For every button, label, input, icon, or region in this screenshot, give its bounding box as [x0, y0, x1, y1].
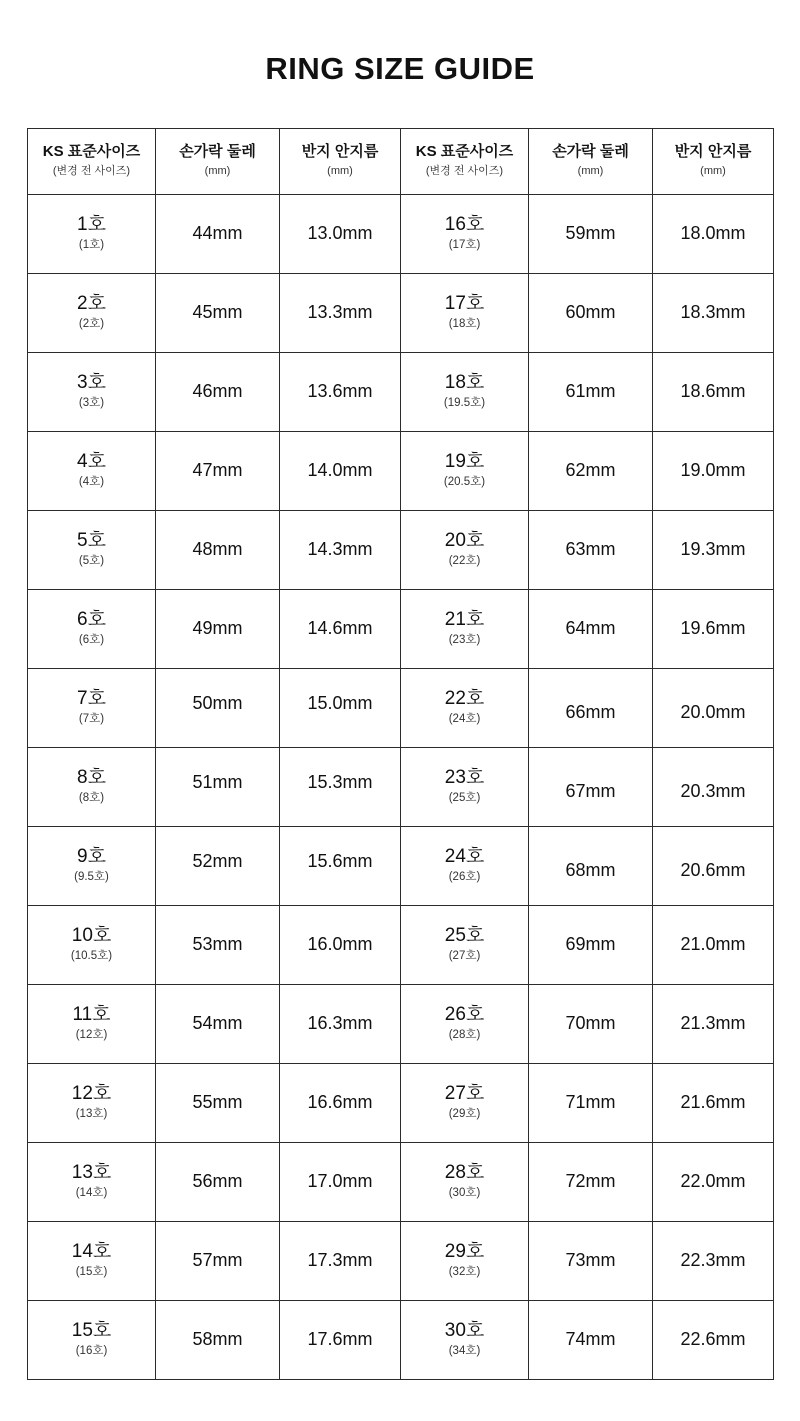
column-header-ks-size-right [401, 128, 529, 194]
circumference-value: 74mm [565, 1329, 616, 1350]
column-header-label: 반지 안지름 [301, 143, 379, 161]
diameter-value: 18.6mm [680, 381, 746, 402]
cell-circumference-right [529, 194, 653, 273]
size-value: 25호 [444, 925, 485, 947]
legacy-size-value: (6호) [78, 633, 105, 646]
circumference-value: 51mm [192, 772, 243, 793]
legacy-size-value: (26호) [448, 870, 481, 883]
legacy-size-value: (17호) [448, 238, 481, 251]
table-header-row [28, 128, 774, 194]
size-value: 6호 [77, 609, 106, 631]
column-header-sublabel: (mm) [327, 165, 353, 178]
size-value: 8호 [77, 767, 106, 789]
cell-circumference-right [529, 1063, 653, 1142]
table-row [28, 273, 774, 352]
cell-circumference-left [156, 352, 280, 431]
table-row [28, 1221, 774, 1300]
cell-ks-size-right [401, 1142, 529, 1221]
size-value: 22호 [444, 688, 485, 710]
page-title: RING SIZE GUIDE [265, 50, 535, 86]
circumference-value: 60mm [565, 302, 616, 323]
cell-circumference-right [529, 1300, 653, 1379]
table-row [28, 668, 774, 747]
table-row [28, 352, 774, 431]
legacy-size-value: (18호) [448, 317, 481, 330]
ring-size-table [27, 128, 774, 1380]
circumference-value: 55mm [192, 1092, 243, 1113]
diameter-value: 14.3mm [307, 539, 373, 560]
size-value: 20호 [444, 530, 485, 552]
circumference-value: 64mm [565, 618, 616, 639]
diameter-value: 15.0mm [307, 693, 373, 714]
cell-ks-size-left [28, 1063, 156, 1142]
diameter-value: 16.6mm [307, 1092, 373, 1113]
cell-ks-size-right [401, 273, 529, 352]
size-value: 5호 [77, 530, 106, 552]
diameter-value: 17.3mm [307, 1250, 373, 1271]
cell-diameter-left [280, 589, 401, 668]
cell-circumference-right [529, 984, 653, 1063]
diameter-value: 21.0mm [680, 934, 746, 955]
cell-ks-size-left [28, 1142, 156, 1221]
size-value: 18호 [444, 372, 485, 394]
circumference-value: 69mm [565, 934, 616, 955]
cell-ks-size-left [28, 431, 156, 510]
legacy-size-value: (29호) [448, 1107, 481, 1120]
circumference-value: 44mm [192, 223, 243, 244]
circumference-value: 61mm [565, 381, 616, 402]
cell-ks-size-left [28, 1300, 156, 1379]
diameter-value: 18.0mm [680, 223, 746, 244]
cell-diameter-left [280, 510, 401, 589]
cell-ks-size-right [401, 668, 529, 747]
legacy-size-value: (24호) [448, 712, 481, 725]
circumference-value: 49mm [192, 618, 243, 639]
cell-ks-size-left [28, 273, 156, 352]
size-value: 2호 [77, 293, 106, 315]
size-value: 7호 [77, 688, 106, 710]
cell-diameter-right [653, 589, 774, 668]
circumference-value: 70mm [565, 1013, 616, 1034]
cell-diameter-left [280, 826, 401, 905]
cell-diameter-right [653, 273, 774, 352]
cell-circumference-left [156, 1063, 280, 1142]
circumference-value: 47mm [192, 460, 243, 481]
diameter-value: 20.0mm [680, 702, 746, 723]
diameter-value: 15.6mm [307, 851, 373, 872]
legacy-size-value: (28호) [448, 1028, 481, 1041]
diameter-value: 13.0mm [307, 223, 373, 244]
diameter-value: 15.3mm [307, 772, 373, 793]
legacy-size-value: (10.5호) [70, 949, 113, 962]
circumference-value: 46mm [192, 381, 243, 402]
cell-diameter-left [280, 984, 401, 1063]
cell-diameter-left [280, 905, 401, 984]
circumference-value: 52mm [192, 851, 243, 872]
cell-circumference-left [156, 273, 280, 352]
column-header-circumference-right [529, 128, 653, 194]
cell-diameter-right [653, 984, 774, 1063]
cell-diameter-right [653, 510, 774, 589]
cell-circumference-right [529, 668, 653, 747]
table-body [28, 194, 774, 1379]
cell-ks-size-right [401, 431, 529, 510]
size-value: 11호 [72, 1004, 111, 1026]
legacy-size-value: (20.5호) [443, 475, 486, 488]
cell-ks-size-right [401, 194, 529, 273]
diameter-value: 13.3mm [307, 302, 373, 323]
diameter-value: 16.3mm [307, 1013, 373, 1034]
diameter-value: 17.6mm [307, 1329, 373, 1350]
size-value: 23호 [444, 767, 485, 789]
legacy-size-value: (5호) [78, 554, 105, 567]
cell-diameter-left [280, 1300, 401, 1379]
diameter-value: 19.0mm [680, 460, 746, 481]
cell-diameter-right [653, 194, 774, 273]
cell-diameter-right [653, 826, 774, 905]
table-row [28, 510, 774, 589]
diameter-value: 20.3mm [680, 781, 746, 802]
cell-ks-size-right [401, 826, 529, 905]
column-header-sublabel: (mm) [577, 165, 604, 178]
column-header-label: 손가락 둘레 [179, 143, 256, 161]
circumference-value: 71mm [565, 1092, 616, 1113]
cell-circumference-right [529, 905, 653, 984]
circumference-value: 53mm [192, 934, 243, 955]
circumference-value: 67mm [565, 781, 616, 802]
table-row [28, 905, 774, 984]
cell-ks-size-right [401, 1221, 529, 1300]
circumference-value: 57mm [192, 1250, 243, 1271]
diameter-value: 17.0mm [307, 1171, 373, 1192]
legacy-size-value: (13호) [75, 1107, 108, 1120]
diameter-value: 21.6mm [680, 1092, 746, 1113]
cell-ks-size-right [401, 1300, 529, 1379]
column-header-diameter-right [653, 128, 774, 194]
column-header-sublabel: (mm) [204, 165, 231, 178]
column-header-label: 반지 안지름 [674, 143, 752, 161]
size-value: 26호 [444, 1004, 485, 1026]
size-value: 3호 [77, 372, 106, 394]
cell-diameter-left [280, 1142, 401, 1221]
cell-ks-size-left [28, 589, 156, 668]
size-value: 13호 [71, 1162, 112, 1184]
column-header-diameter-left [280, 128, 401, 194]
cell-ks-size-right [401, 1063, 529, 1142]
cell-diameter-left [280, 352, 401, 431]
size-value: 16호 [444, 214, 485, 236]
cell-diameter-right [653, 905, 774, 984]
cell-diameter-left [280, 194, 401, 273]
diameter-value: 22.6mm [680, 1329, 746, 1350]
diameter-value: 19.3mm [680, 539, 746, 560]
legacy-size-value: (25호) [448, 791, 481, 804]
size-value: 19호 [444, 451, 485, 473]
legacy-size-value: (30호) [448, 1186, 481, 1199]
cell-circumference-left [156, 510, 280, 589]
circumference-value: 63mm [565, 539, 616, 560]
table-row [28, 194, 774, 273]
cell-diameter-right [653, 352, 774, 431]
circumference-value: 56mm [192, 1171, 243, 1192]
cell-circumference-left [156, 1300, 280, 1379]
legacy-size-value: (22호) [448, 554, 481, 567]
column-header-label: KS 표준사이즈 [42, 143, 141, 161]
column-header-label: KS 표준사이즈 [415, 143, 514, 161]
circumference-value: 66mm [565, 702, 616, 723]
diameter-value: 22.3mm [680, 1250, 746, 1271]
legacy-size-value: (2호) [78, 317, 105, 330]
cell-diameter-right [653, 1221, 774, 1300]
cell-ks-size-right [401, 984, 529, 1063]
column-header-sublabel: (mm) [700, 165, 726, 178]
size-value: 14호 [71, 1241, 112, 1263]
size-value: 24호 [444, 846, 485, 868]
size-value: 17호 [444, 293, 485, 315]
legacy-size-value: (3호) [78, 396, 105, 409]
cell-circumference-right [529, 431, 653, 510]
column-header-label: 손가락 둘레 [552, 143, 629, 161]
circumference-value: 58mm [192, 1329, 243, 1350]
size-value: 9호 [77, 846, 106, 868]
cell-ks-size-left [28, 1221, 156, 1300]
legacy-size-value: (27호) [448, 949, 481, 962]
column-header-sublabel: (변경 전 사이즈) [425, 165, 504, 178]
cell-diameter-left [280, 273, 401, 352]
diameter-value: 22.0mm [680, 1171, 746, 1192]
table-row [28, 826, 774, 905]
size-value: 10호 [71, 925, 112, 947]
table-row [28, 1300, 774, 1379]
cell-ks-size-left [28, 510, 156, 589]
cell-circumference-left [156, 984, 280, 1063]
cell-diameter-left [280, 668, 401, 747]
cell-diameter-left [280, 431, 401, 510]
cell-ks-size-left [28, 352, 156, 431]
legacy-size-value: (32호) [448, 1265, 481, 1278]
cell-circumference-right [529, 826, 653, 905]
diameter-value: 19.6mm [680, 618, 746, 639]
circumference-value: 59mm [565, 223, 616, 244]
legacy-size-value: (8호) [78, 791, 105, 804]
column-header-circumference-left [156, 128, 280, 194]
table-header [28, 128, 774, 194]
circumference-value: 72mm [565, 1171, 616, 1192]
cell-diameter-right [653, 668, 774, 747]
cell-ks-size-right [401, 352, 529, 431]
circumference-value: 62mm [565, 460, 616, 481]
legacy-size-value: (7호) [78, 712, 105, 725]
legacy-size-value: (12호) [75, 1028, 108, 1041]
size-value: 21호 [444, 609, 485, 631]
circumference-value: 48mm [192, 539, 243, 560]
cell-ks-size-left [28, 826, 156, 905]
size-value: 12호 [71, 1083, 112, 1105]
diameter-value: 13.6mm [307, 381, 373, 402]
diameter-value: 16.0mm [307, 934, 373, 955]
cell-diameter-right [653, 1300, 774, 1379]
cell-circumference-left [156, 747, 280, 826]
table-row [28, 589, 774, 668]
cell-circumference-right [529, 510, 653, 589]
cell-circumference-right [529, 747, 653, 826]
legacy-size-value: (16호) [75, 1344, 108, 1357]
cell-circumference-left [156, 668, 280, 747]
cell-circumference-right [529, 1221, 653, 1300]
cell-diameter-right [653, 1142, 774, 1221]
table-row [28, 747, 774, 826]
size-value: 28호 [444, 1162, 485, 1184]
column-header-sublabel: (변경 전 사이즈) [52, 165, 131, 178]
cell-ks-size-left [28, 905, 156, 984]
cell-circumference-right [529, 589, 653, 668]
column-header-ks-size-left [28, 128, 156, 194]
cell-circumference-left [156, 431, 280, 510]
table-row [28, 1142, 774, 1221]
size-value: 30호 [444, 1320, 485, 1342]
cell-ks-size-right [401, 510, 529, 589]
legacy-size-value: (23호) [448, 633, 481, 646]
size-value: 29호 [444, 1241, 485, 1263]
table-row [28, 984, 774, 1063]
circumference-value: 73mm [565, 1250, 616, 1271]
legacy-size-value: (15호) [75, 1265, 108, 1278]
cell-circumference-right [529, 1142, 653, 1221]
legacy-size-value: (14호) [75, 1186, 108, 1199]
table-row [28, 1063, 774, 1142]
circumference-value: 54mm [192, 1013, 243, 1034]
circumference-value: 68mm [565, 860, 616, 881]
size-value: 4호 [77, 451, 106, 473]
cell-circumference-left [156, 1221, 280, 1300]
cell-diameter-right [653, 1063, 774, 1142]
cell-diameter-right [653, 747, 774, 826]
cell-diameter-left [280, 1221, 401, 1300]
cell-ks-size-right [401, 589, 529, 668]
cell-ks-size-left [28, 194, 156, 273]
cell-circumference-right [529, 273, 653, 352]
cell-circumference-right [529, 352, 653, 431]
cell-circumference-left [156, 194, 280, 273]
cell-circumference-left [156, 589, 280, 668]
diameter-value: 20.6mm [680, 860, 746, 881]
legacy-size-value: (19.5호) [443, 396, 486, 409]
circumference-value: 45mm [192, 302, 243, 323]
cell-circumference-left [156, 1142, 280, 1221]
size-table-container [0, 128, 800, 1380]
diameter-value: 14.6mm [307, 618, 373, 639]
circumference-value: 50mm [192, 693, 243, 714]
cell-ks-size-left [28, 668, 156, 747]
diameter-value: 18.3mm [680, 302, 746, 323]
legacy-size-value: (9.5호) [74, 870, 109, 883]
cell-circumference-left [156, 826, 280, 905]
cell-diameter-left [280, 1063, 401, 1142]
ring-size-guide-page [0, 21, 800, 1421]
cell-diameter-left [280, 747, 401, 826]
cell-ks-size-left [28, 747, 156, 826]
cell-ks-size-left [28, 984, 156, 1063]
cell-ks-size-right [401, 905, 529, 984]
diameter-value: 14.0mm [307, 460, 373, 481]
size-value: 27호 [444, 1083, 485, 1105]
cell-circumference-left [156, 905, 280, 984]
diameter-value: 21.3mm [680, 1013, 746, 1034]
legacy-size-value: (1호) [78, 238, 105, 251]
size-value: 15호 [71, 1320, 112, 1342]
legacy-size-value: (34호) [448, 1344, 481, 1357]
cell-ks-size-right [401, 747, 529, 826]
cell-diameter-right [653, 431, 774, 510]
legacy-size-value: (4호) [78, 475, 105, 488]
size-value: 1호 [77, 214, 106, 236]
table-row [28, 431, 774, 510]
